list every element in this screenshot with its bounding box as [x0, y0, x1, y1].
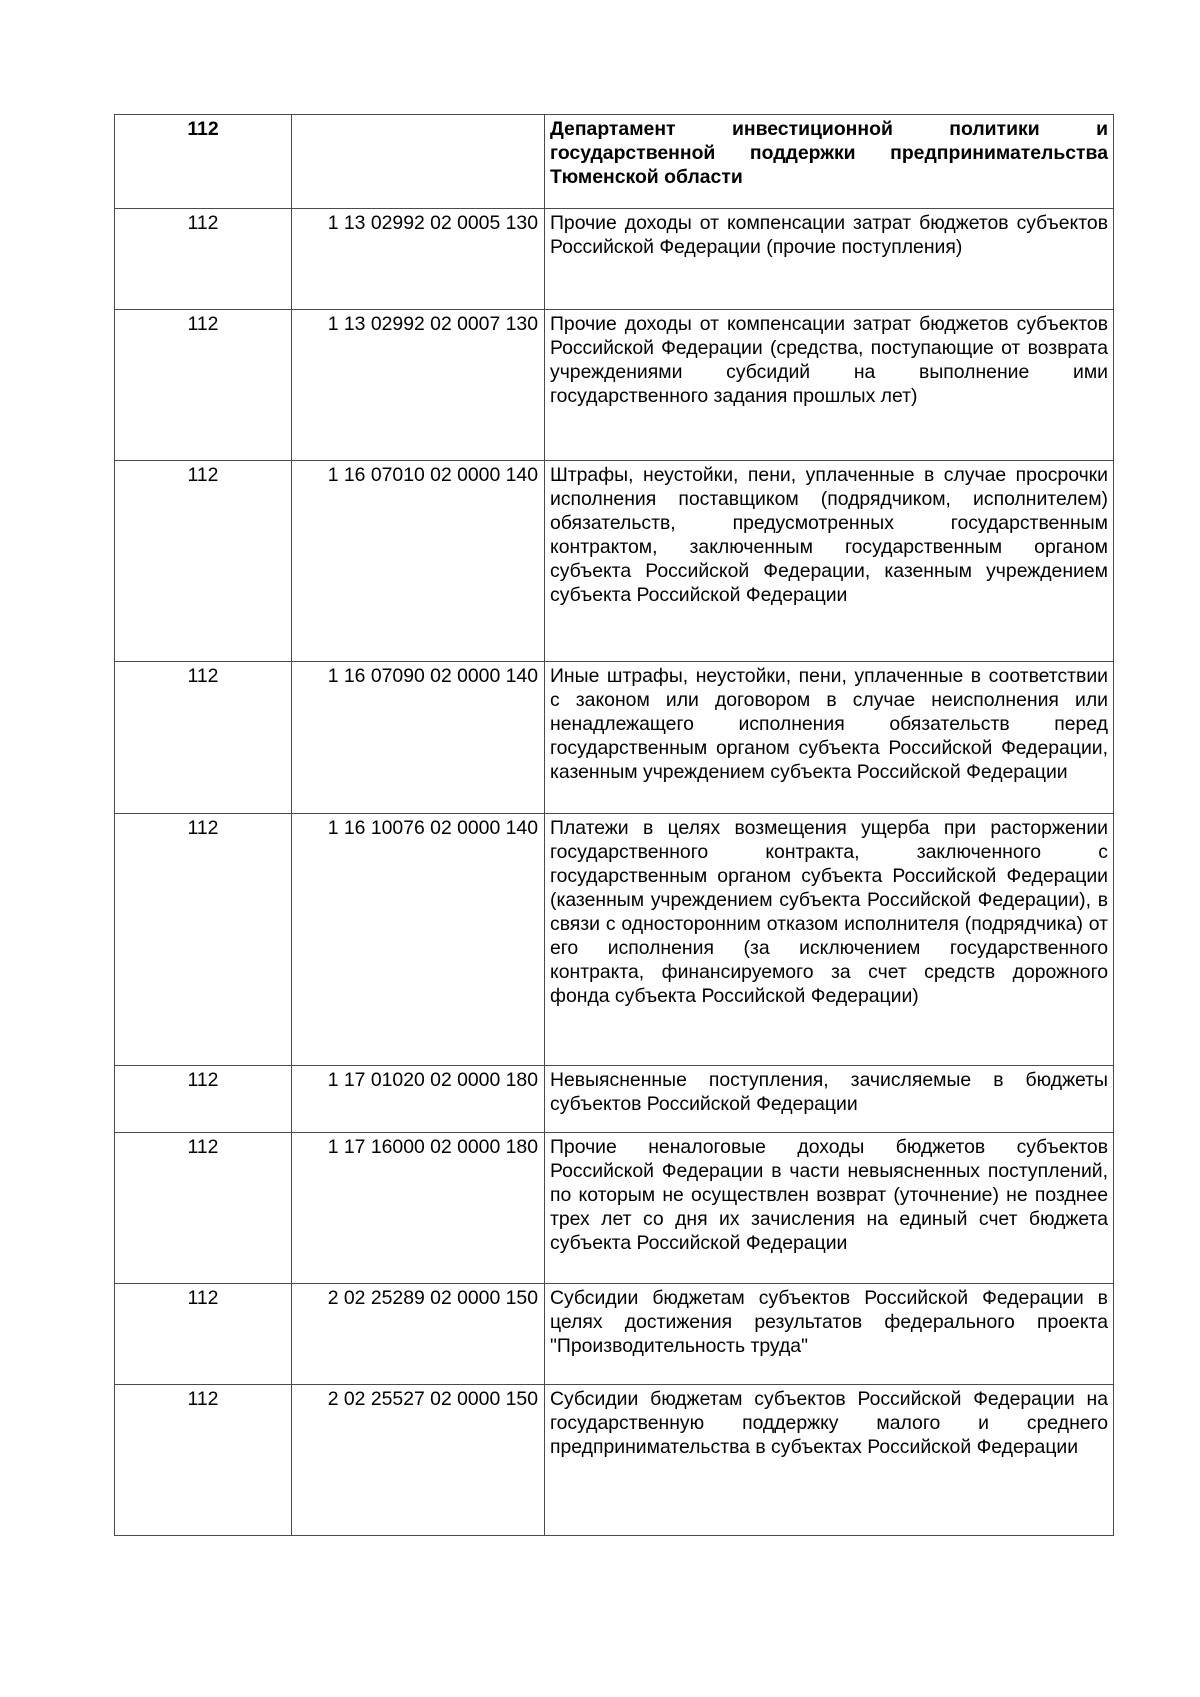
admin-code-cell: 112 — [115, 310, 292, 461]
table-row — [115, 461, 1114, 662]
table-row — [115, 209, 1114, 310]
admin-code-cell: 112 — [115, 115, 292, 209]
admin-code-cell: 112 — [115, 1284, 292, 1385]
table-row — [115, 662, 1114, 814]
budget-code-cell: 1 16 10076 02 0000 140 — [292, 814, 545, 1066]
department-name-cell: Департамент инвестиционной политики и государственной поддержки предпринимательства Тюменской области — [545, 115, 1114, 209]
table-row — [115, 1385, 1114, 1536]
revenue-name-cell: Прочие доходы от компенсации затрат бюджетов субъектов Российской Федерации (средства, поступающие от возврата учреждениями субсидий на выполнение ими государственного задания прошлых лет) — [545, 310, 1114, 461]
revenue-name-cell: Иные штрафы, неустойки, пени, уплаченные в соответствии с законом или договором в случае неисполнения или ненадлежащего исполнения обязательств перед государственным органом субъекта Российской Федерации, казенным учреждением субъекта Российской Федерации — [545, 662, 1114, 814]
admin-code-cell: 112 — [115, 1133, 292, 1284]
table-row — [115, 814, 1114, 1066]
budget-code-cell: 2 02 25527 02 0000 150 — [292, 1385, 545, 1536]
admin-code-cell: 112 — [115, 1385, 292, 1536]
admin-code-cell: 112 — [115, 461, 292, 662]
budget-code-cell: 1 17 16000 02 0000 180 — [292, 1133, 545, 1284]
revenue-name-cell: Субсидии бюджетам субъектов Российской Федерации на государственную поддержку малого и среднего предпринимательства в субъектах Российской Федерации — [545, 1385, 1114, 1536]
budget-code-cell: 1 16 07090 02 0000 140 — [292, 662, 545, 814]
budget-code-cell: 2 02 25289 02 0000 150 — [292, 1284, 545, 1385]
budget-code-cell: 1 17 01020 02 0000 180 — [292, 1066, 545, 1133]
budget-code-cell — [292, 115, 545, 209]
table-row — [115, 1284, 1114, 1385]
revenue-name-cell: Прочие доходы от компенсации затрат бюджетов субъектов Российской Федерации (прочие поступления) — [545, 209, 1114, 310]
revenue-name-cell: Невыясненные поступления, зачисляемые в бюджеты субъектов Российской Федерации — [545, 1066, 1114, 1133]
revenue-codes-table — [114, 114, 1114, 1536]
admin-code-cell: 112 — [115, 1066, 292, 1133]
table-row — [115, 310, 1114, 461]
revenue-name-cell: Штрафы, неустойки, пени, уплаченные в случае просрочки исполнения поставщиком (подрядчиком, исполнителем) обязательств, предусмотренных государственным контрактом, заключенным государственным органом субъекта Российской Федерации, казенным учреждением субъекта Российской Федерации — [545, 461, 1114, 662]
table-row — [115, 1133, 1114, 1284]
budget-code-cell: 1 16 07010 02 0000 140 — [292, 461, 545, 662]
admin-code-cell: 112 — [115, 662, 292, 814]
revenue-name-cell: Прочие неналоговые доходы бюджетов субъектов Российской Федерации в части невыясненных поступлений, по которым не осуществлен возврат (уточнение) не позднее трех лет со дня их зачисления на единый счет бюджета субъекта Российской Федерации — [545, 1133, 1114, 1284]
revenue-name-cell: Платежи в целях возмещения ущерба при расторжении государственного контракта, заключенного с государственным органом субъекта Российской Федерации (казенным учреждением субъекта Российской Федерации), в связи с односторонним отказом исполнителя (подрядчика) от его исполнения (за исключением государственного контракта, финансируемого за счет средств дорожного фонда субъекта Российской Федерации) — [545, 814, 1114, 1066]
budget-code-cell: 1 13 02992 02 0007 130 — [292, 310, 545, 461]
table-body — [115, 115, 1114, 1536]
admin-code-cell: 112 — [115, 814, 292, 1066]
revenue-name-cell: Субсидии бюджетам субъектов Российской Федерации в целях достижения результатов федерального проекта "Производительность труда" — [545, 1284, 1114, 1385]
table-row-department — [115, 115, 1114, 209]
admin-code-cell: 112 — [115, 209, 292, 310]
table-row — [115, 1066, 1114, 1133]
budget-code-cell: 1 13 02992 02 0005 130 — [292, 209, 545, 310]
